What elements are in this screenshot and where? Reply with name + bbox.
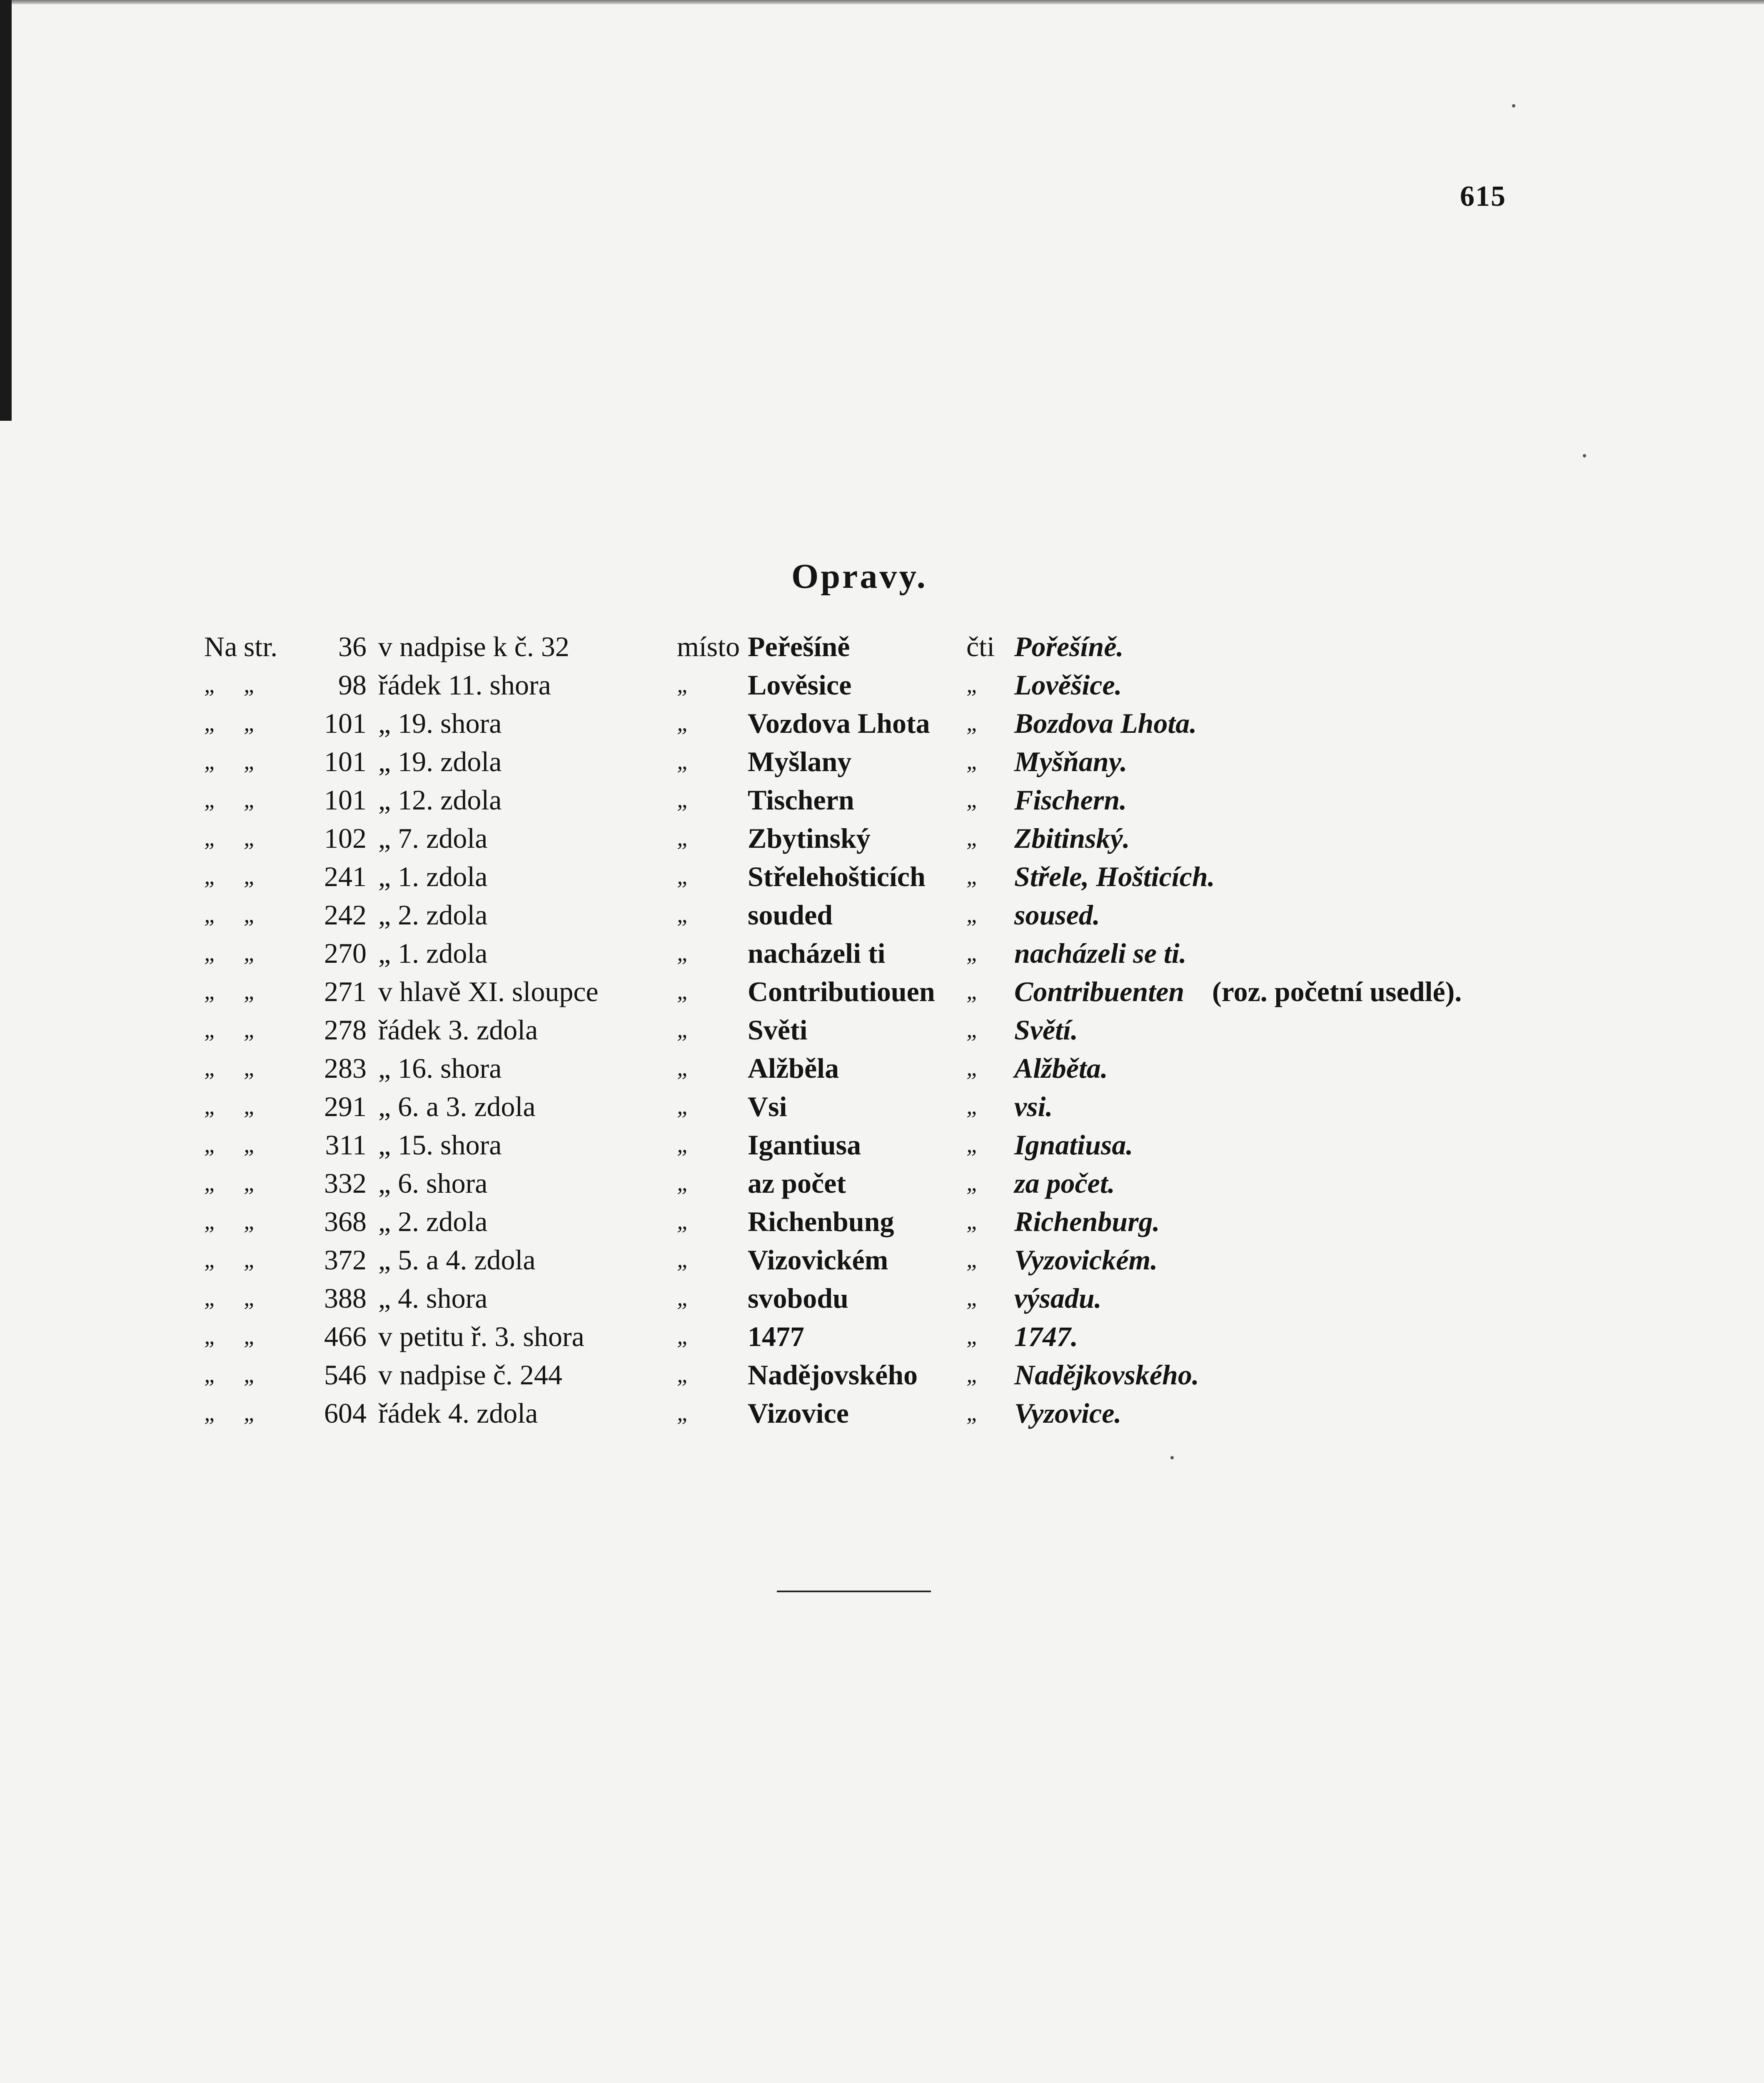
misto-label: „ (677, 787, 690, 813)
correct-text: výsadu. (1014, 1282, 1102, 1314)
page-ref: 101 (324, 784, 367, 816)
correct-text: Ignatiusa. (1014, 1129, 1133, 1161)
wrong-text: Myšlany (748, 746, 852, 777)
cti-label: „ (966, 1362, 980, 1388)
misto-label: „ (677, 1362, 690, 1388)
errata-row (0, 704, 1764, 742)
wrong-text: Contributiouen (748, 976, 935, 1007)
correct-text: Zbitinský. (1014, 822, 1130, 854)
cti-label: „ (966, 1324, 980, 1349)
errata-row (0, 896, 1764, 934)
correct-text: nacházeli se ti. (1014, 937, 1187, 969)
errata-row (0, 819, 1764, 857)
line-ref: „ 1. zdola (378, 861, 488, 892)
str-label: „ (244, 1132, 257, 1158)
misto-label: „ (677, 1285, 690, 1311)
cti-label: „ (966, 1094, 980, 1119)
errata-row (0, 1241, 1764, 1279)
line-ref: „ 19. shora (378, 707, 502, 739)
page-ref: 36 (338, 631, 367, 662)
wrong-text: Světi (748, 1014, 808, 1046)
cti-label: „ (966, 979, 980, 1004)
na-label: „ (204, 1400, 217, 1426)
misto-label: „ (677, 1055, 690, 1081)
errata-row (0, 1356, 1764, 1394)
scan-speck (1170, 1456, 1174, 1459)
scan-left-edge (0, 0, 12, 421)
misto-label: „ (677, 1324, 690, 1349)
cti-label: „ (966, 1055, 980, 1081)
wrong-text: Lověsice (748, 669, 852, 701)
scan-speck (1583, 454, 1586, 457)
correct-text: Pořešíně. (1014, 631, 1124, 662)
page-title: Opravy. (791, 557, 928, 596)
line-ref: „ 6. shora (378, 1167, 488, 1199)
line-ref: v nadpise č. 244 (378, 1359, 562, 1391)
line-ref: řádek 3. zdola (378, 1014, 538, 1046)
errata-row (0, 742, 1764, 781)
na-label: „ (204, 1362, 217, 1388)
misto-label: „ (677, 1132, 690, 1158)
page-ref: 466 (324, 1321, 367, 1352)
errata-row (0, 627, 1764, 666)
na-label: „ (204, 979, 217, 1004)
line-ref: „ 2. zdola (378, 1206, 488, 1237)
str-label: „ (244, 1017, 257, 1043)
misto-label: „ (677, 672, 690, 698)
line-ref: „ 1. zdola (378, 937, 488, 969)
na-label: „ (204, 749, 217, 774)
errata-row (0, 1011, 1764, 1049)
wrong-text: Tischern (748, 784, 854, 816)
na-label: „ (204, 1209, 217, 1234)
line-ref: „ 19. zdola (378, 746, 502, 777)
wrong-text: svobodu (748, 1282, 848, 1314)
na-label: „ (204, 1170, 217, 1196)
errata-row (0, 1202, 1764, 1241)
page-ref: 388 (324, 1282, 367, 1314)
correct-text: Vyzovickém. (1014, 1244, 1158, 1276)
line-ref: řádek 4. zdola (378, 1397, 538, 1429)
errata-table (0, 627, 1764, 1444)
cti-label: „ (966, 1247, 980, 1273)
line-ref: „ 12. zdola (378, 784, 502, 816)
correct-text: za počet. (1014, 1167, 1115, 1199)
wrong-text: nacházeli ti (748, 937, 886, 969)
page-ref: 270 (324, 937, 367, 969)
wrong-text: 1477 (748, 1321, 804, 1352)
str-label: „ (244, 979, 257, 1004)
na-label: „ (204, 1055, 217, 1081)
cti-label: „ (966, 710, 980, 736)
misto-label: „ (677, 1400, 690, 1426)
wrong-text: Peřešíně (748, 631, 850, 662)
str-label: „ (244, 1324, 257, 1349)
correct-text: Fischern. (1014, 784, 1127, 816)
wrong-text: Střelehošticích (748, 861, 926, 892)
misto-label: „ (677, 940, 690, 966)
closing-rule (777, 1591, 931, 1592)
errata-row (0, 1164, 1764, 1202)
page-number: 615 (1460, 180, 1506, 212)
page-ref: 311 (325, 1129, 367, 1161)
misto-label: „ (677, 902, 690, 928)
na-label: „ (204, 1324, 217, 1349)
misto-label: „ (677, 1247, 690, 1273)
line-ref: „ 2. zdola (378, 899, 488, 931)
misto-label: „ (677, 1094, 690, 1119)
correct-text: Střele, Hošticích. (1014, 861, 1215, 892)
na-label: „ (204, 672, 217, 698)
wrong-text: Richenbung (748, 1206, 894, 1237)
na-label: „ (204, 902, 217, 928)
str-label: „ (244, 1362, 257, 1388)
correct-text: Bozdova Lhota. (1014, 707, 1197, 739)
errata-row (0, 1049, 1764, 1087)
misto-label: „ (677, 1017, 690, 1043)
str-label: „ (244, 1094, 257, 1119)
na-label: „ (204, 1017, 217, 1043)
correct-text: soused. (1014, 899, 1100, 931)
correct-text: Myšňany. (1014, 746, 1128, 777)
wrong-text: Igantiusa (748, 1129, 861, 1161)
errata-row (0, 934, 1764, 972)
cti-label: čti (966, 631, 995, 662)
line-ref: v petitu ř. 3. shora (378, 1321, 584, 1352)
cti-label: „ (966, 1170, 980, 1196)
str-label: „ (244, 1170, 257, 1196)
str-label: „ (244, 1055, 257, 1081)
page-ref: 368 (324, 1206, 367, 1237)
str-label: „ (244, 864, 257, 889)
errata-row (0, 1126, 1764, 1164)
errata-row (0, 1279, 1764, 1317)
cti-label: „ (966, 787, 980, 813)
correct-text: Alžběta. (1014, 1052, 1108, 1084)
page-ref: 242 (324, 899, 367, 931)
page-ref: 278 (324, 1014, 367, 1046)
cti-label: „ (966, 672, 980, 698)
cti-label: „ (966, 1400, 980, 1426)
na-label: „ (204, 710, 217, 736)
str-label: „ (244, 902, 257, 928)
cti-label: „ (966, 1285, 980, 1311)
cti-label: „ (966, 749, 980, 774)
wrong-text: Alžběla (748, 1052, 839, 1084)
errata-row (0, 781, 1764, 819)
page-ref: 101 (324, 707, 367, 739)
misto-label: „ (677, 749, 690, 774)
page-ref: 102 (324, 822, 367, 854)
line-ref: v hlavě XI. sloupce (378, 976, 599, 1007)
page-ref: 332 (324, 1167, 367, 1199)
errata-row (0, 1394, 1764, 1432)
str-label: „ (244, 940, 257, 966)
line-ref: „ 6. a 3. zdola (378, 1091, 536, 1122)
scan-top-edge (0, 0, 1764, 4)
wrong-text: Nadějovského (748, 1359, 918, 1391)
misto-label: „ (677, 864, 690, 889)
errata-row (0, 666, 1764, 704)
wrong-text: souded (748, 899, 833, 931)
cti-label: „ (966, 940, 980, 966)
correct-text: Contribuenten (1014, 976, 1185, 1007)
page-ref: 604 (324, 1397, 367, 1429)
str-label: „ (244, 787, 257, 813)
na-label: „ (204, 1285, 217, 1311)
correct-text: vsi. (1014, 1091, 1053, 1122)
errata-row (0, 972, 1764, 1011)
cti-label: „ (966, 1017, 980, 1043)
str-label: „ (244, 1209, 257, 1234)
correct-text: Světí. (1014, 1014, 1078, 1046)
misto-label: „ (677, 979, 690, 1004)
correct-text: Lověšice. (1014, 669, 1122, 701)
na-label: „ (204, 864, 217, 889)
wrong-text: az počet (748, 1167, 846, 1199)
correct-text: Richenburg. (1014, 1206, 1160, 1237)
line-ref: „ 4. shora (378, 1282, 488, 1314)
na-label: „ (204, 1132, 217, 1158)
misto-label: „ (677, 1209, 690, 1234)
str-label: str. (244, 631, 278, 662)
line-ref: „ 7. zdola (378, 822, 488, 854)
errata-row (0, 1087, 1764, 1126)
line-ref: „ 16. shora (378, 1052, 502, 1084)
errata-row (0, 857, 1764, 896)
line-ref: řádek 11. shora (378, 669, 551, 701)
note-text: (roz. početní usedlé). (1212, 976, 1462, 1007)
na-label: „ (204, 1094, 217, 1119)
wrong-text: Vizovickém (748, 1244, 888, 1276)
page-ref: 372 (324, 1244, 367, 1276)
str-label: „ (244, 1247, 257, 1273)
cti-label: „ (966, 825, 980, 851)
wrong-text: Vizovice (748, 1397, 849, 1429)
str-label: „ (244, 1400, 257, 1426)
str-label: „ (244, 825, 257, 851)
na-label: „ (204, 940, 217, 966)
correct-text: Nadějkovského. (1014, 1359, 1199, 1391)
str-label: „ (244, 1285, 257, 1311)
str-label: „ (244, 710, 257, 736)
wrong-text: Zbytinský (748, 822, 871, 854)
cti-label: „ (966, 902, 980, 928)
misto-label: „ (677, 825, 690, 851)
cti-label: „ (966, 1132, 980, 1158)
page-ref: 101 (324, 746, 367, 777)
na-label: Na (204, 631, 237, 662)
line-ref: „ 5. a 4. zdola (378, 1244, 536, 1276)
page-ref: 546 (324, 1359, 367, 1391)
misto-label: „ (677, 1170, 690, 1196)
na-label: „ (204, 1247, 217, 1273)
correct-text: 1747. (1014, 1321, 1078, 1352)
cti-label: „ (966, 864, 980, 889)
page-ref: 271 (324, 976, 367, 1007)
line-ref: „ 15. shora (378, 1129, 502, 1161)
misto-label: „ (677, 710, 690, 736)
na-label: „ (204, 825, 217, 851)
correct-text: Vyzovice. (1014, 1397, 1122, 1429)
misto-label: místo (677, 631, 740, 662)
line-ref: v nadpise k č. 32 (378, 631, 569, 662)
str-label: „ (244, 749, 257, 774)
errata-row (0, 1317, 1764, 1356)
wrong-text: Vozdova Lhota (748, 707, 930, 739)
page-ref: 241 (324, 861, 367, 892)
scan-speck (1512, 104, 1515, 107)
na-label: „ (204, 787, 217, 813)
wrong-text: Vsi (748, 1091, 787, 1122)
page-ref: 98 (338, 669, 367, 701)
str-label: „ (244, 672, 257, 698)
page-ref: 283 (324, 1052, 367, 1084)
page-ref: 291 (324, 1091, 367, 1122)
cti-label: „ (966, 1209, 980, 1234)
